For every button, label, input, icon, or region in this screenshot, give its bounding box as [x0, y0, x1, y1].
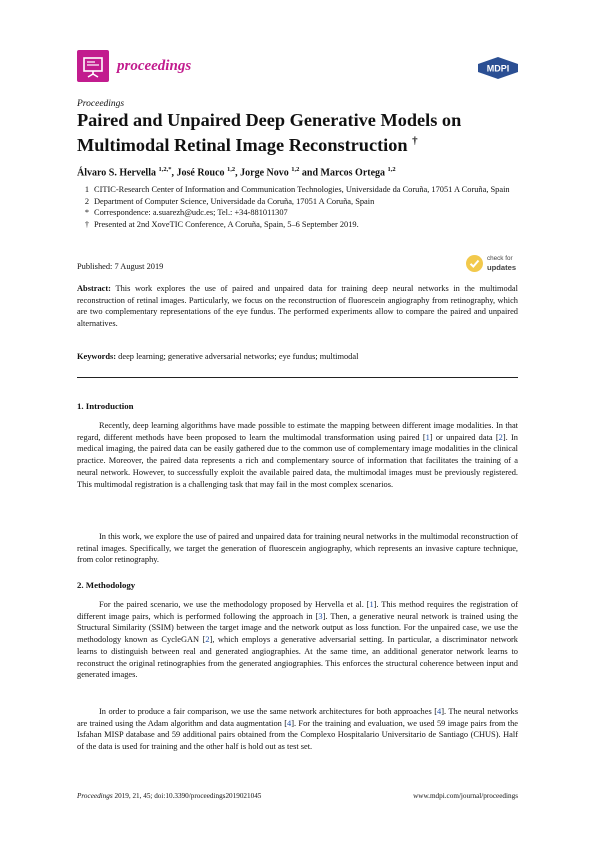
check-for-updates-badge[interactable] — [466, 254, 526, 274]
affiliation-item — [80, 196, 530, 208]
citation-link[interactable]: 4 — [287, 718, 292, 728]
citation-link[interactable]: 2 — [498, 432, 503, 442]
author-name: José Rouco — [176, 167, 225, 179]
author-connector: and — [301, 167, 319, 179]
check-for-updates-line2: updates — [487, 263, 517, 272]
citation-link[interactable]: 3 — [318, 611, 323, 621]
affiliations — [80, 184, 530, 230]
text-run: ]. This method requires the registration of different image pairs, which is performed following the approach in [ — [77, 600, 518, 621]
publisher-logo — [476, 56, 520, 80]
abstract — [77, 283, 518, 330]
keywords-label: Keywords: — [77, 352, 117, 361]
affiliation-marker: 1 — [84, 185, 90, 194]
section-heading-methodology: 2. Methodology — [77, 580, 136, 590]
citation-link[interactable]: 1 — [369, 600, 374, 609]
method-paragraph-1 — [77, 599, 518, 681]
section-heading-introduction: 1. Introduction — [77, 401, 134, 411]
method-paragraph-2 — [77, 706, 518, 753]
text-run: In order to produce a fair comparison, we use the same network architectures for both approaches [ — [99, 707, 437, 716]
text-run: ]. Then, a generative neural network is trained using the Structural Similarity (SSIM) between the target image and the network output as loss function. For the unpaired case, we use the methodology known as CycleGAN [ — [77, 611, 518, 645]
abstract-text: This work explores the use of paired and unpaired data for training deep neural networks in the multimodal reconstruction of retinal images. Particularly, we focus on the reconstruction of fluorescein angiography from retinography, which are two complementary representations of the eye fundus. The performed experiments allow to compare the paired and unpaired alternatives. — [77, 284, 518, 329]
author-name: Álvaro S. Hervella — [77, 167, 156, 179]
citation-link[interactable]: 4 — [437, 707, 442, 716]
affiliation-item — [80, 219, 530, 231]
author-affiliation-mark: 1,2,* — [158, 166, 172, 173]
article-type: Proceedings — [77, 99, 125, 109]
check-for-updates-line1: check for — [487, 255, 513, 262]
affiliation-marker: 2 — [84, 196, 90, 206]
affiliation-marker: * — [84, 208, 90, 218]
check-for-updates-icon — [466, 255, 483, 272]
paper-title — [77, 110, 537, 156]
keywords-text: deep learning; generative adversarial networks; eye fundus; multimodal — [118, 352, 359, 361]
intro-paragraph-2: In this work, we explore the use of paired and unpaired data for training neural networks in the multimodal reconstruction of retinal images. Specifically, we target the generation of fluorescein angiography, which represents an invasive capture technique, from color retinography. — [77, 532, 518, 565]
footer-doi[interactable]: 2019, 21, 45; doi:10.3390/proceedings2019021045 — [114, 792, 262, 800]
affiliation-text: CITIC-Research Center of Information and Communication Technologies, Universidade da Coruña, 17051 A Coruña, Spain — [94, 185, 510, 194]
affiliation-marker: † — [84, 219, 90, 229]
author-list: Álvaro S. Hervella $^{1,2,*}$, José Rouco $^{1,2}$, Jorge Novo $^{1,2}$ and Marcos Ortega $^{1,2}$ — [77, 166, 396, 179]
citation-link[interactable]: 1 — [425, 432, 430, 442]
text-run: Recently, deep learning algorithms have made possible to estimate the mapping between different image modalities. In that regard, different methods have been proposed to learn the multimodal transformation using paired [ — [77, 421, 518, 442]
abstract-label: Abstract: — [77, 284, 111, 293]
author-affiliation-mark: 1,2 — [387, 166, 396, 173]
paper-title-text: Paired and Unpaired Deep Generative Models on Multimodal Retinal Image Reconstruction — [77, 110, 462, 156]
section-divider — [77, 377, 518, 378]
affiliation-item — [80, 184, 530, 196]
text-run: For the paired scenario, we use the methodology proposed by Hervella et al. [ — [99, 600, 370, 609]
author-affiliation-mark: 1,2 — [291, 166, 300, 173]
text-run: ]. The neural networks are trained using the Adam algorithm and data augmentation [ — [77, 707, 519, 728]
journal-name: proceedings — [117, 58, 192, 74]
text-run: ] or unpaired data [ — [429, 432, 499, 442]
text-run: ], which employs a generative adversarial setting. In particular, a discriminator network learns to distinguish between real and generated angiographies. At the same time, an additional generator network learns to reconstruct the original retinographies from the generated angiographies. This enforces the structural coherence between input and generated images. — [77, 635, 518, 680]
author-name: Marcos Ortega — [320, 167, 386, 179]
publisher-logo-text: MDPI — [486, 63, 510, 74]
affiliation-text: Department of Computer Science, Universidade da Coruña, 17051 A Coruña, Spain — [94, 196, 375, 206]
footer-journal: Proceedings — [77, 792, 113, 800]
correspondence-text[interactable]: Correspondence: a.suarezh@udc.es; Tel.: +34-881011307 — [94, 208, 288, 218]
text-run: ]. For the training and evaluation, we used 59 image pairs from the Isfahan MISP database and 59 additional pairs obtained from the Complexo Hospitalario Universitario de Santiago (CHUS). Half of the data is used for training and the other half is hold out as test set. — [77, 718, 518, 752]
footer-url[interactable]: www.mdpi.com/journal/proceedings — [413, 792, 518, 800]
author-name: Jorge Novo — [240, 167, 289, 179]
author-affiliation-mark: 1,2 — [227, 166, 236, 173]
journal-logo-icon — [77, 50, 109, 82]
affiliation-item — [80, 207, 530, 219]
citation-link[interactable]: 2 — [205, 635, 210, 645]
keywords — [77, 351, 518, 363]
conference-note: Presented at 2nd XoveTIC Conference, A Coruña, Spain, 5–6 September 2019. — [94, 219, 359, 229]
intro-paragraph-1 — [77, 420, 518, 490]
footer-citation — [77, 792, 261, 800]
title-footnote-mark: † — [412, 135, 418, 147]
text-run: ]. In medical imaging, the paired data can be easily gathered due to the common use of complementary image modalities in the clinical practice. Moreover, the paired data represents a rich and complementary source of information that facilitates the training of a neural network. However, to successfully exploit the available paired data, the multimodal images must be previously registered. This multimodal registration is a challenging task that may fail in the most complex scenarios. — [77, 432, 518, 489]
published-date: Published: 7 August 2019 — [77, 262, 164, 271]
